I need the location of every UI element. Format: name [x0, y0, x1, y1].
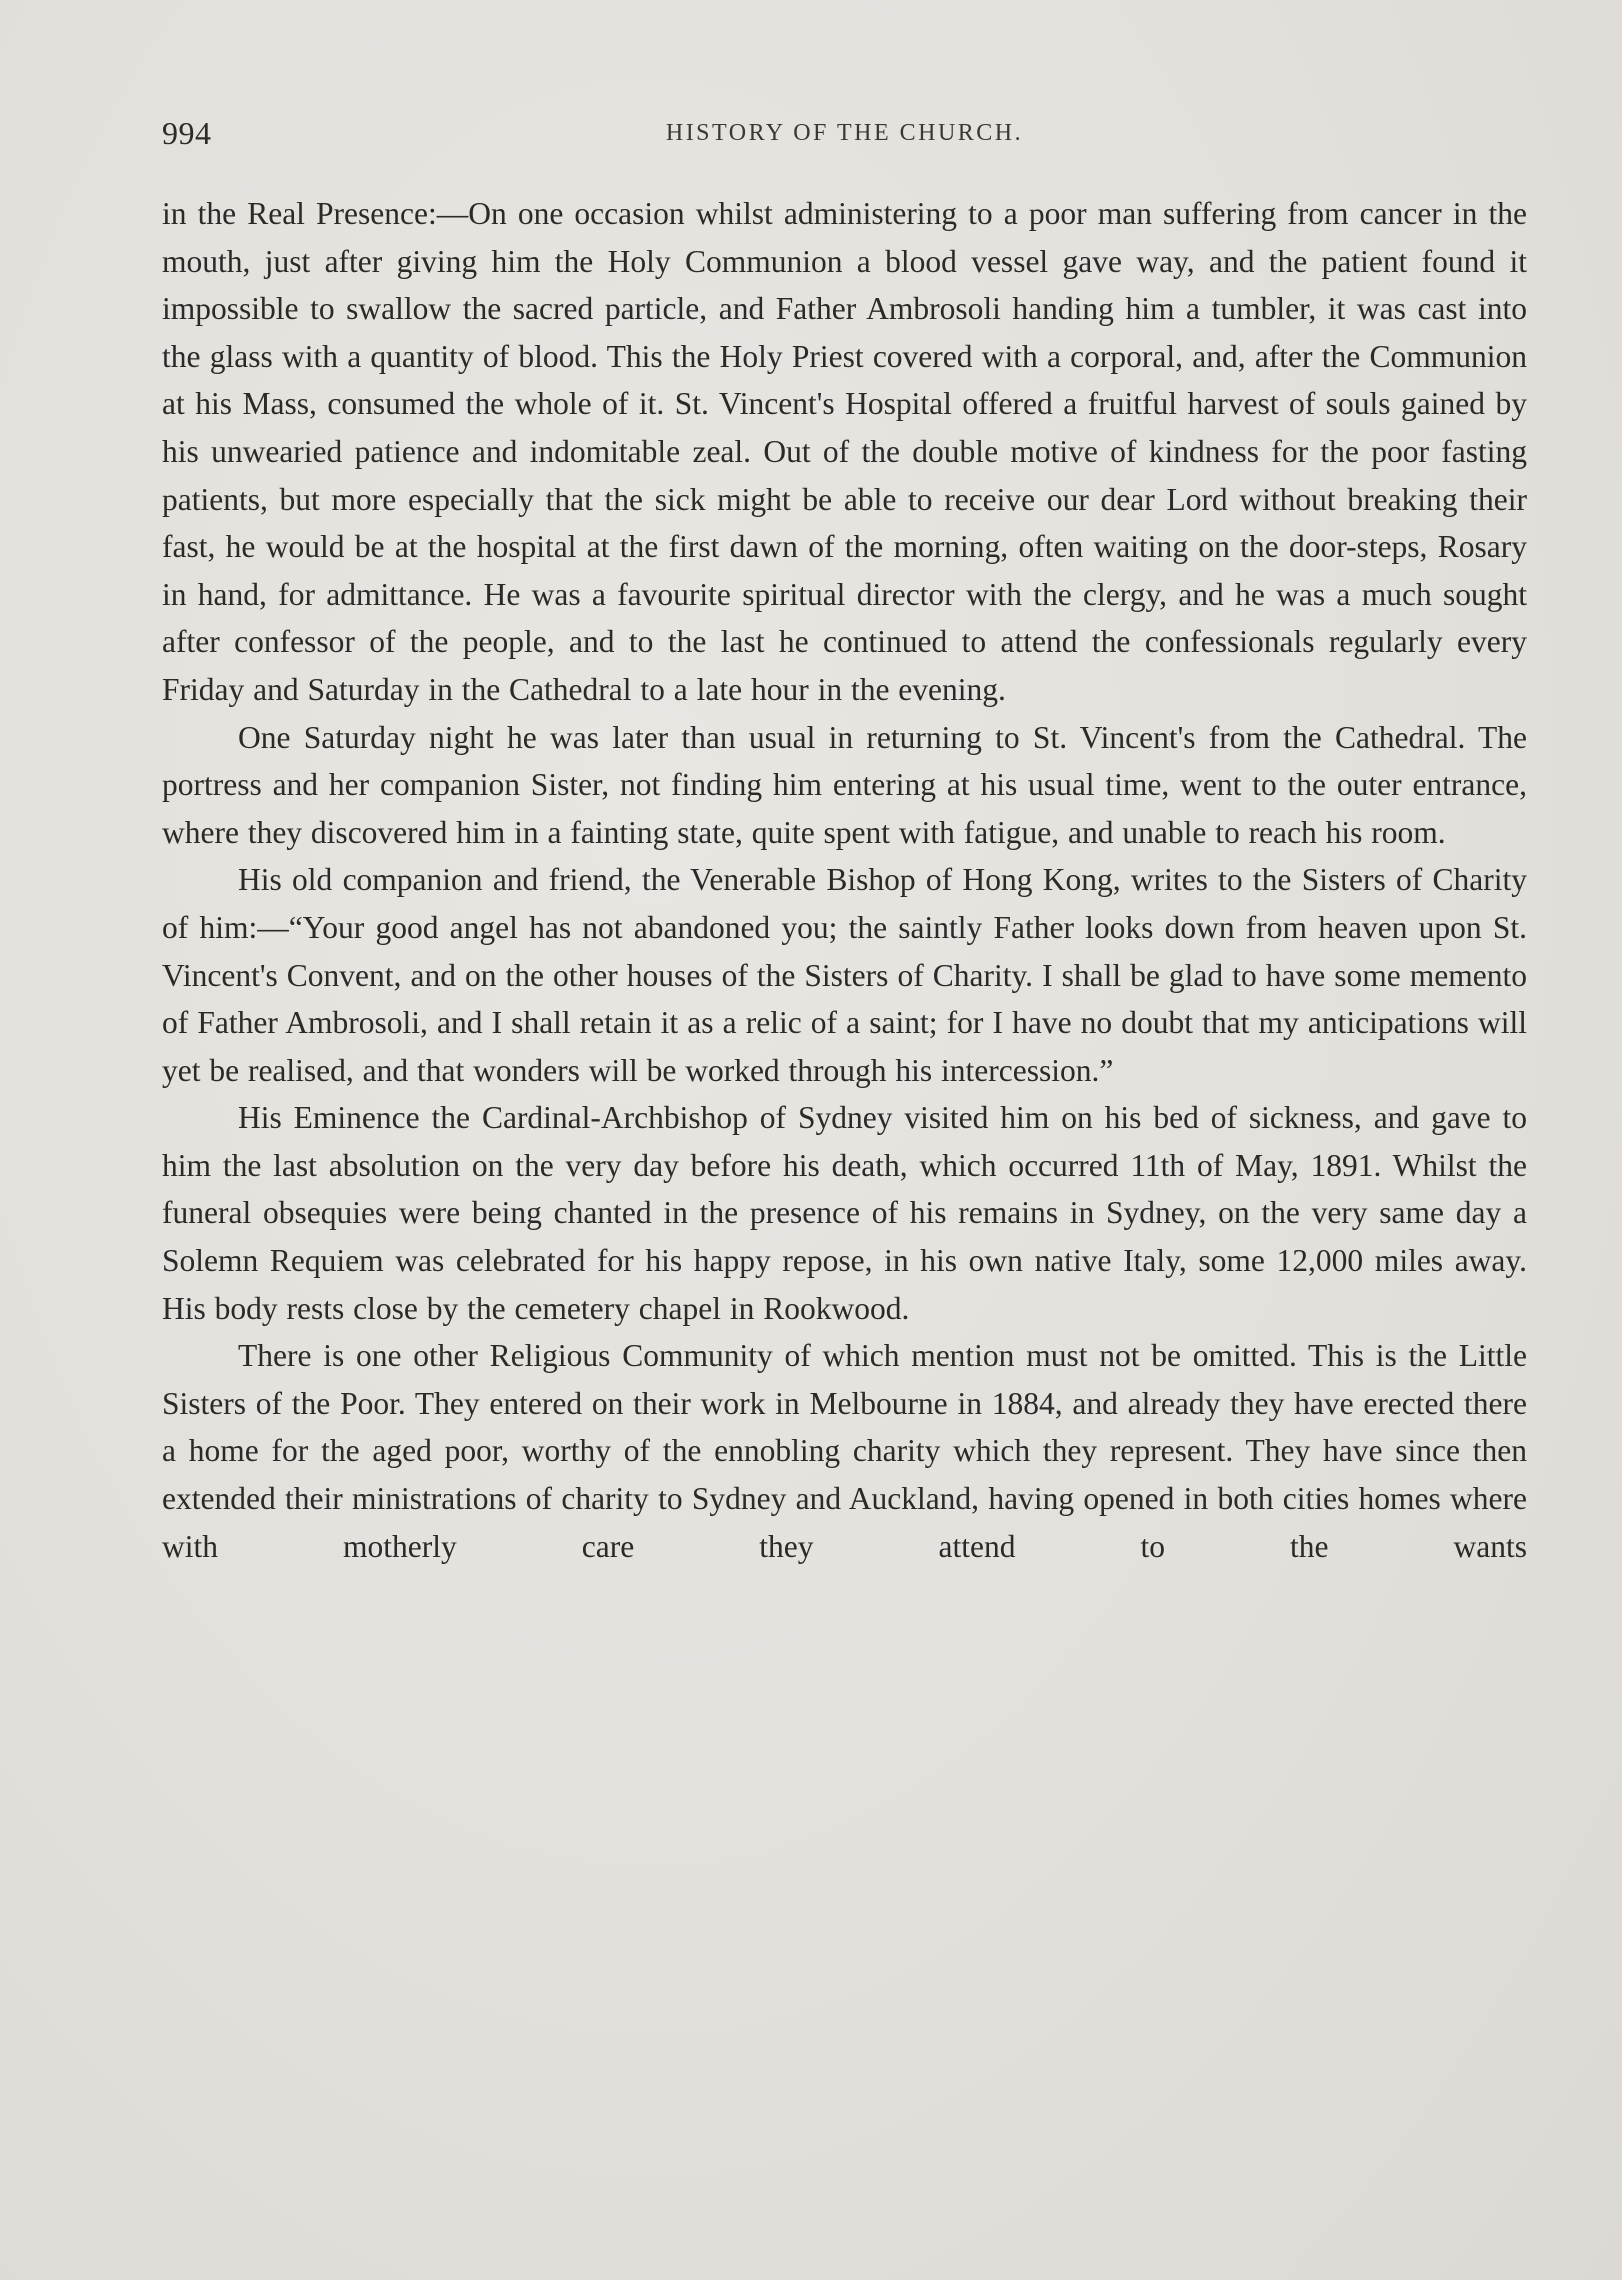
running-title: HISTORY OF THE CHURCH. — [665, 120, 1024, 146]
paragraph: There is one other Religious Community of which mention must not be omitted. This is the Little Sisters of the Poor. They entered on their work in Melbourne in 1884, and already they have erected there a home for the aged poor, worthy of the ennobling charity which they represent. They have since then extended their ministrations of charity to Sydney and Auckland, having opened in both cities homes where with motherly care they attend to the wants — [162, 1338, 1527, 1564]
paragraph: His Eminence the Cardinal-Archbishop of Sydney visited him on his bed of sickness, and gave to him the last absolution on the very day before his death, which occurred 11th of May, 1891. Whilst the funeral obsequies were being chanted in the presence of his remains in Sydney, on the very same day a Solemn Requiem was celebrated for his happy repose, in his own native Italy, some 12,000 miles away. His body rests close by the cemetery chapel in Rookwood. — [162, 1100, 1527, 1326]
paragraph: One Saturday night he was later than usual in returning to St. Vincent's from the Cathedral. The portress and her companion Sister, not finding him entering at his usual time, went to the outer entrance, where they discovered him in a fainting state, quite spent with fatigue, and unable to reach his room. — [162, 719, 1527, 850]
paragraph: His old companion and friend, the Venerable Bishop of Hong Kong, writes to the Sisters of Charity of him:—“Your good angel has not abandoned you; the saintly Father looks down from heaven upon St. Vincent's Convent, and on the other houses of the Sisters of Charity. I shall be glad to have some memento of Father Ambrosoli, and I shall retain it as a relic of a saint; for I have no doubt that my anticipations will yet be realised, and that wonders will be worked through his intercession.” — [162, 862, 1527, 1088]
running-head — [162, 115, 1527, 159]
page-number: 994 — [162, 115, 212, 151]
paragraph-continued: in the Real Presence:—On one occasion whilst administering to a poor man suffering from cancer in the mouth, just after giving him the Holy Communion a blood vessel gave way, and the patient found it impossible to swallow the sacred particle, and Father Ambrosoli handing him a tumbler, it was cast into the glass with a quantity of blood. This the Holy Priest covered with a corporal, and, after the Communion at his Mass, consumed the whole of it. St. Vincent's Hospital offered a fruitful harvest of souls gained by his unwearied patience and indomitable zeal. Out of the double motive of kindness for the poor fasting patients, but more especially that the sick might be able to receive our dear Lord without breaking their fast, he would be at the hospital at the first dawn of the morning, often waiting on the door-steps, Rosary in hand, for admittance. He was a favourite spiritual director with the clergy, and he was a much sought after confessor of the people, and to the last he continued to attend the confessionals regularly every Friday and Saturday in the Cathedral to a late hour in the evening. — [162, 196, 1527, 707]
body-text — [162, 190, 1527, 1570]
